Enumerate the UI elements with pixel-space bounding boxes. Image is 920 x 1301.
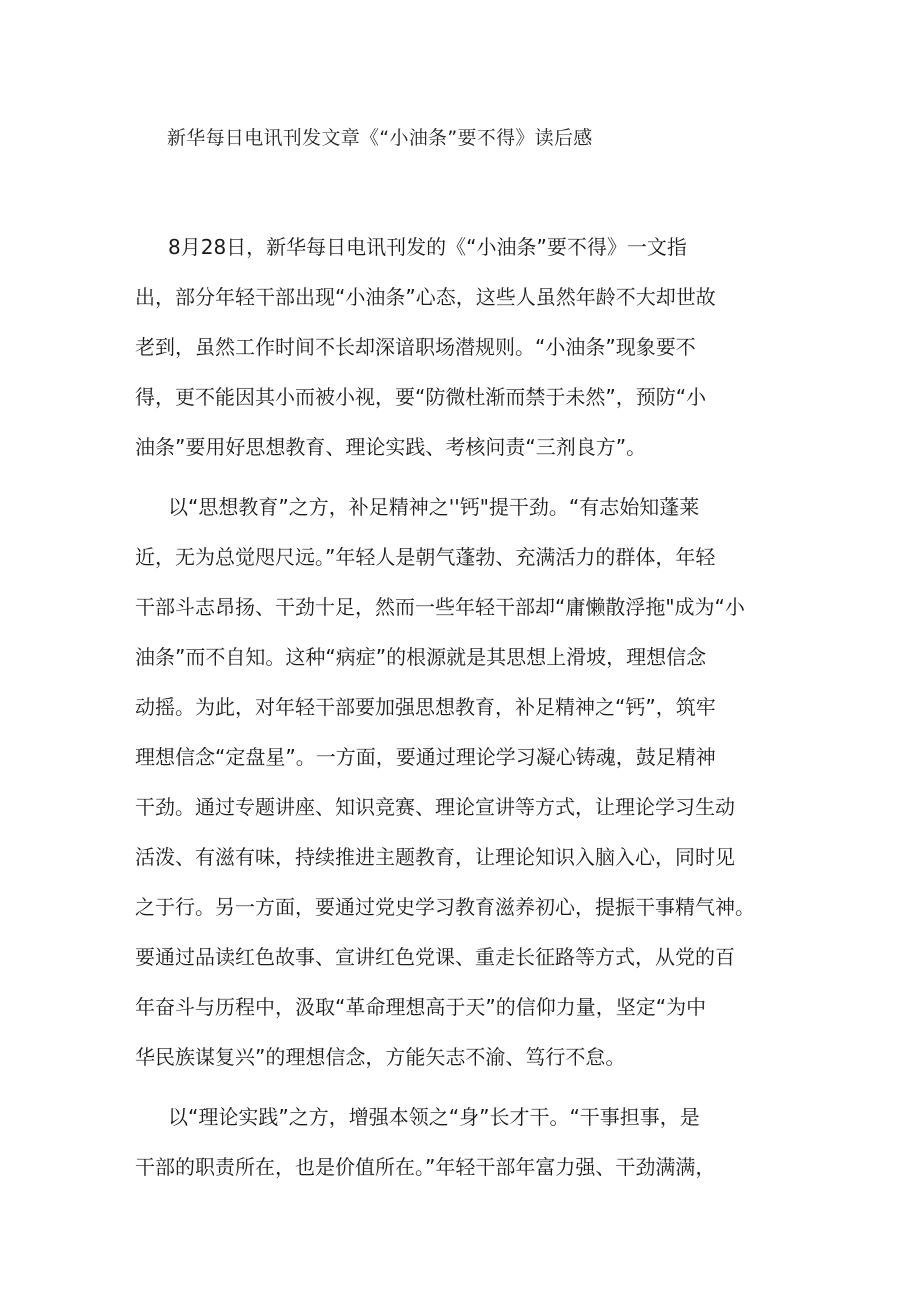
paragraph-line: 干部斗志昂扬、干劲十足，然而一些年轻干部却“庸懒散浮拖"成为“小 — [135, 595, 745, 619]
paragraph-line: 以“思想教育”之方，补足精神之''钙"提干劲。“有志始知蓬莱 — [168, 495, 700, 519]
paragraph-line: 油条”而不自知。这种“病症”的根源就是其思想上滑坡，理想信念 — [135, 645, 707, 669]
paragraph-line: 油条”要用好思想教育、理论实践、考核问责“三剂良方”。 — [135, 435, 647, 459]
paragraph-line: 近，无为总觉咫尺远。”年轻人是朝气蓬勃、充满活力的群体，年轻 — [135, 545, 716, 569]
paragraph-line: 干劲。通过专题讲座、知识竞赛、理论宣讲等方式，让理论学习生动 — [135, 795, 735, 819]
paragraph-line: 之于行。另一方面，要通过党史学习教育滋养初心，提振干事精气神。 — [135, 895, 755, 919]
paragraph-line: 动摇。为此，对年轻干部要加强思想教育，补足精神之“钙”，筑牢 — [135, 695, 716, 719]
paragraph-line: 干部的职责所在，也是价值所在。”年轻干部年富力强、干劲满满， — [135, 1155, 716, 1179]
paragraph-line: 得，更不能因其小而被小视，要“防微杜渐而禁于未然”，预防“小 — [135, 385, 707, 409]
paragraph-line: 以“理论实践”之方，增强本领之“身”长才干。“干事担事，是 — [168, 1105, 700, 1129]
paragraph-line: 理想信念“定盘星”。一方面，要通过理论学习凝心铸魂，鼓足精神 — [135, 745, 716, 769]
paragraph-line: 老到，虽然工作时间不长却深谙职场潜规则。“小油条”现象要不 — [135, 335, 696, 359]
document-title: 新华每日电讯刊发文章《“小油条”要不得》读后感 — [167, 127, 593, 149]
paragraph-line: 活泼、有滋有味，持续推进主题教育，让理论知识入脑入心，同时见 — [135, 845, 735, 869]
paragraph-line: 要通过品读红色故事、宣讲红色党课、重走长征路等方式，从党的百 — [135, 945, 735, 969]
paragraph-line: 年奋斗与历程中，汲取“革命理想高于天”的信仰力量，坚定“为中 — [135, 995, 707, 1019]
paragraph-line: 出，部分年轻干部出现“小油条”心态，这些人虽然年龄不大却世故 — [135, 285, 716, 309]
paragraph-line: 8月28日，新华每日电讯刊发的《“小油条”要不得》一文指 — [168, 235, 687, 259]
paragraph-line: 华民族谋复兴”的理想信念，方能矢志不渝、笃行不怠。 — [135, 1045, 626, 1069]
